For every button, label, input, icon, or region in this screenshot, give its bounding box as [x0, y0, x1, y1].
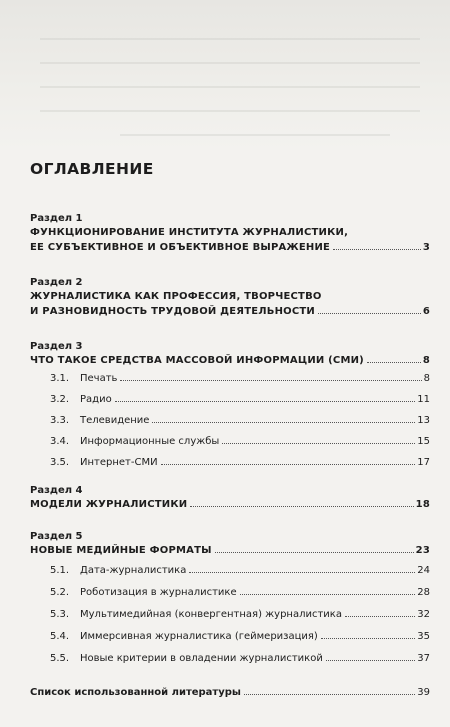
section-title-line: МОДЕЛИ ЖУРНАЛИСТИКИ: [30, 499, 188, 510]
subsection-title: Радио: [80, 394, 112, 405]
page-number: 32: [417, 609, 430, 620]
subsection-title: Информационные службы: [80, 436, 220, 447]
section-title-line: ЧТО ТАКОЕ СРЕДСТВА МАССОВОЙ ИНФОРМАЦИИ (СМИ): [30, 355, 364, 366]
section-title-line: ЖУРНАЛИСТИКА КАК ПРОФЕССИЯ, ТВОРЧЕСТВО: [30, 291, 322, 302]
page-number: 17: [417, 457, 430, 468]
section-label: Раздел 3: [30, 341, 83, 352]
toc-references[interactable]: [30, 685, 430, 700]
dot-leader: [318, 313, 421, 314]
subsection-number: 5.2.: [50, 587, 70, 598]
section-title-line: НОВЫЕ МЕДИЙНЫЕ ФОРМАТЫ: [30, 545, 212, 556]
toc-section-5[interactable]: [30, 530, 430, 558]
page-number: 11: [417, 394, 430, 405]
subsection-number: 3.3.: [50, 415, 70, 426]
section-title-row: [30, 353, 430, 368]
section-label: Раздел 2: [30, 277, 83, 288]
toc-subsection-5-3[interactable]: [50, 607, 430, 622]
toc-title: ОГЛАВЛЕНИЕ: [30, 160, 154, 178]
section-title-row: [30, 497, 430, 512]
subsection-number: 3.2.: [50, 394, 70, 405]
page-number: 8: [422, 355, 430, 366]
section-title-line: ФУНКЦИОНИРОВАНИЕ ИНСТИТУТА ЖУРНАЛИСТИКИ,: [30, 227, 349, 238]
dot-leader: [115, 401, 416, 402]
toc-subsection-3-4[interactable]: [50, 434, 430, 449]
section-title-line: И РАЗНОВИДНОСТЬ ТРУДОВОЙ ДЕЯТЕЛЬНОСТИ: [30, 306, 315, 317]
dot-leader: [345, 616, 415, 617]
subsection-title: Телевидение: [80, 415, 150, 426]
dot-leader: [152, 422, 415, 423]
subsection-title: Интернет-СМИ: [80, 457, 158, 468]
toc-subsection-3-1[interactable]: [50, 371, 430, 386]
toc-section-3[interactable]: [30, 340, 430, 368]
toc-section-2[interactable]: [30, 276, 430, 319]
toc-subsection-3-3[interactable]: [50, 413, 430, 428]
toc-section-1[interactable]: [30, 212, 430, 255]
page-number: 28: [417, 587, 430, 598]
dot-leader: [321, 638, 415, 639]
page-number: 35: [417, 631, 430, 642]
subsection-number: 5.3.: [50, 609, 70, 620]
section-title-row: [30, 543, 430, 558]
dot-leader: [120, 380, 421, 381]
references-title: Список использованной литературы: [30, 687, 241, 698]
page-number: 15: [417, 436, 430, 447]
subsection-title: Роботизация в журналистике: [80, 587, 237, 598]
page-number: 24: [417, 565, 430, 576]
subsection-number: 5.1.: [50, 565, 70, 576]
dot-leader: [222, 443, 415, 444]
toc-subsection-3-5[interactable]: [50, 455, 430, 470]
section-title-row: [30, 240, 430, 255]
section-label: Раздел 5: [30, 531, 83, 542]
toc-subsection-5-4[interactable]: [50, 629, 430, 644]
toc-subsection-5-5[interactable]: [50, 651, 430, 666]
page-number: 3: [422, 242, 430, 253]
page-number: 6: [422, 306, 430, 317]
toc-section-4[interactable]: [30, 484, 430, 512]
toc-subsection-5-2[interactable]: [50, 585, 430, 600]
subsection-number: 3.5.: [50, 457, 70, 468]
page-number: 18: [415, 499, 430, 510]
section-title-line: ЕЕ СУБЪЕКТИВНОЕ И ОБЪЕКТИВНОЕ ВЫРАЖЕНИЕ: [30, 242, 331, 253]
dot-leader: [161, 464, 416, 465]
dot-leader: [189, 572, 415, 573]
page-number: 8: [423, 373, 430, 384]
toc-subsection-3-2[interactable]: [50, 392, 430, 407]
dot-leader: [190, 506, 413, 507]
subsection-number: 5.5.: [50, 653, 70, 664]
section-label: Раздел 4: [30, 485, 83, 496]
toc-subsection-5-1[interactable]: [50, 563, 430, 578]
dot-leader: [244, 694, 415, 695]
dot-leader: [326, 660, 415, 661]
subsection-title: Новые критерии в овладении журналистикой: [80, 653, 323, 664]
subsection-title: Иммерсивная журналистика (геймеризация): [80, 631, 318, 642]
subsection-title: Дата-журналистика: [80, 565, 187, 576]
dot-leader: [215, 552, 414, 553]
book-page: [30, 0, 430, 727]
dot-leader: [367, 362, 421, 363]
page-number: 13: [417, 415, 430, 426]
page-number: 39: [417, 687, 430, 698]
subsection-number: 3.4.: [50, 436, 70, 447]
page-number: 37: [417, 653, 430, 664]
section-label: Раздел 1: [30, 213, 83, 224]
dot-leader: [240, 594, 416, 595]
subsection-number: 5.4.: [50, 631, 70, 642]
page-number: 23: [415, 545, 430, 556]
section-title-row: [30, 304, 430, 319]
subsection-title: Печать: [80, 373, 118, 384]
subsection-title: Мультимедийная (конвергентная) журналистика: [80, 609, 342, 620]
dot-leader: [333, 249, 421, 250]
subsection-number: 3.1.: [50, 373, 70, 384]
